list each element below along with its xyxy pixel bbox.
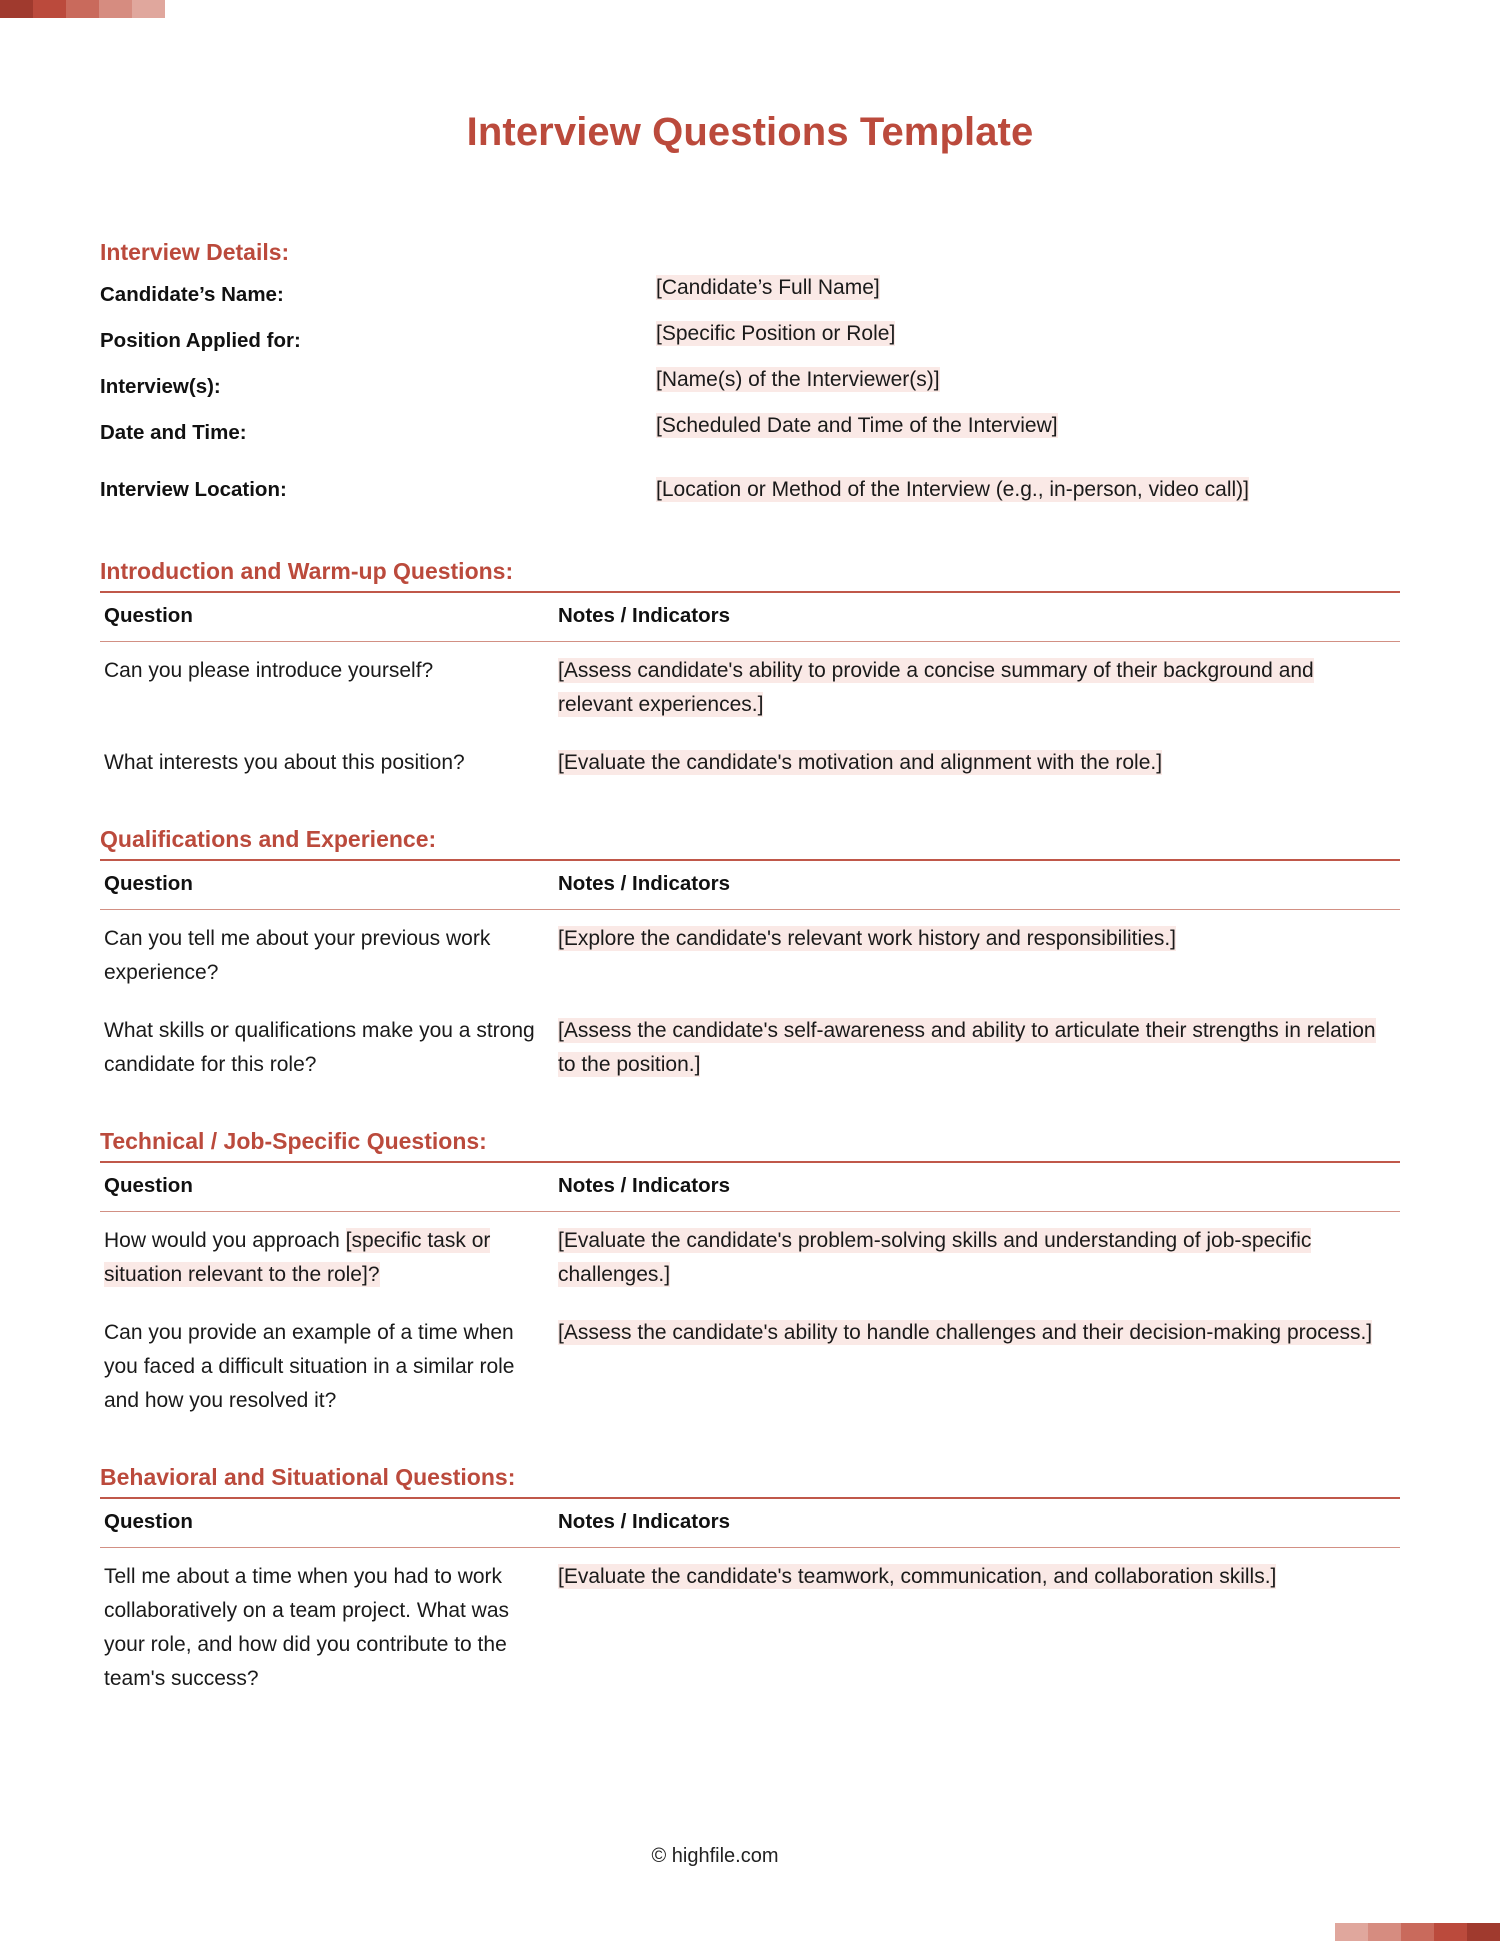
column-header-notes: Notes / Indicators <box>554 1162 1400 1212</box>
detail-label: Interview Location: <box>100 478 287 502</box>
table-row <box>100 1212 1400 1305</box>
bar-segment <box>1434 1923 1467 1941</box>
detail-label: Candidate’s Name: <box>100 283 284 306</box>
placeholder-text: [Location or Method of the Interview (e.g., in-person, video call)] <box>656 478 1249 502</box>
table-row <box>100 910 1400 1003</box>
question-text: Can you please introduce yourself? <box>104 659 434 682</box>
question-table <box>100 1497 1400 1708</box>
question-section <box>100 558 1400 792</box>
section-heading-interview-details: Interview Details: <box>100 239 290 265</box>
column-header-question: Question <box>100 860 554 910</box>
footer-copyright: © highfile.com <box>651 1845 779 1867</box>
placeholder-text: [Specific Position or Role] <box>656 322 896 345</box>
page-title: Interview Questions Template <box>466 110 1034 154</box>
placeholder-text: [Candidate’s Full Name] <box>656 276 880 299</box>
notes-placeholder-text: [Explore the candidate's relevant work history and responsibilities.] <box>558 927 1176 951</box>
column-header-question: Question <box>100 1498 554 1548</box>
question-cell <box>100 642 554 735</box>
detail-row <box>100 272 1400 318</box>
notes-cell[interactable] <box>554 1304 1400 1430</box>
detail-row <box>100 410 1400 456</box>
detail-label: Position Applied for: <box>100 329 301 352</box>
bar-segment <box>1335 1923 1368 1941</box>
notes-placeholder-text: [Evaluate the candidate's problem-solving skills and understanding of job-specific challenges.] <box>558 1229 1312 1287</box>
notes-cell[interactable] <box>554 642 1400 735</box>
question-cell <box>100 734 554 792</box>
question-section <box>100 826 1400 1094</box>
placeholder-text: [Name(s) of the Interviewer(s)] <box>656 368 940 391</box>
question-table <box>100 591 1400 792</box>
interview-details-section <box>100 239 1400 524</box>
placeholder-text: [Scheduled Date and Time of the Interview] <box>656 414 1058 437</box>
bar-segment <box>1401 1923 1434 1941</box>
section-heading: Technical / Job-Specific Questions: <box>100 1128 487 1155</box>
notes-placeholder-text: [Evaluate the candidate's motivation and alignment with the role.] <box>558 751 1163 775</box>
question-placeholder-text: [specific task or situation relevant to the role]? <box>104 1229 491 1287</box>
table-header-row <box>100 1162 1400 1212</box>
table-row <box>100 1304 1400 1430</box>
column-header-question: Question <box>100 1162 554 1212</box>
notes-cell[interactable] <box>554 1002 1400 1094</box>
bar-segment <box>1368 1923 1401 1941</box>
question-cell <box>100 1002 554 1094</box>
question-cell <box>100 1212 554 1305</box>
question-sections <box>100 558 1400 1708</box>
detail-row <box>100 318 1400 364</box>
question-table <box>100 1161 1400 1430</box>
detail-label: Interview(s): <box>100 375 221 398</box>
notes-placeholder-text: [Assess candidate's ability to provide a concise summary of their background and relevant experiences.] <box>558 659 1314 717</box>
question-table <box>100 859 1400 1094</box>
question-cell <box>100 1548 554 1709</box>
detail-value[interactable] <box>656 364 1400 396</box>
detail-value[interactable] <box>656 272 1400 304</box>
notes-cell[interactable] <box>554 734 1400 792</box>
column-header-notes: Notes / Indicators <box>554 592 1400 642</box>
interview-details-rows <box>100 272 1400 524</box>
column-header-question: Question <box>100 592 554 642</box>
question-text: Can you tell me about your previous work experience? <box>104 927 491 985</box>
notes-cell[interactable] <box>554 1548 1400 1709</box>
question-text: Can you provide an example of a time when you faced a difficult situation in a similar role and how you resolved it? <box>104 1321 515 1413</box>
detail-row <box>100 364 1400 410</box>
section-heading: Behavioral and Situational Questions: <box>100 1464 516 1491</box>
question-text: How would you approach <box>104 1229 346 1253</box>
question-text: What skills or qualifications make you a strong candidate for this role? <box>104 1019 535 1077</box>
question-section <box>100 1128 1400 1430</box>
decorative-bar-bottom-right <box>1335 1923 1500 1941</box>
question-text: What interests you about this position? <box>104 751 465 775</box>
question-cell <box>100 1304 554 1430</box>
detail-value[interactable] <box>656 474 1400 506</box>
table-row <box>100 734 1400 792</box>
table-header-row <box>100 592 1400 642</box>
section-heading: Qualifications and Experience: <box>100 826 437 853</box>
notes-placeholder-text: [Evaluate the candidate's teamwork, communication, and collaboration skills.] <box>558 1565 1277 1589</box>
notes-cell[interactable] <box>554 1212 1400 1305</box>
table-row <box>100 1548 1400 1709</box>
column-header-notes: Notes / Indicators <box>554 1498 1400 1548</box>
question-section <box>100 1464 1400 1708</box>
notes-cell[interactable] <box>554 910 1400 1003</box>
table-header-row <box>100 860 1400 910</box>
table-row <box>100 1002 1400 1094</box>
section-heading: Introduction and Warm-up Questions: <box>100 558 514 584</box>
detail-value[interactable] <box>656 318 1400 350</box>
detail-row <box>100 456 1400 524</box>
question-cell <box>100 910 554 1003</box>
question-text: Tell me about a time when you had to work collaboratively on a team project. What was your role, and how did you contribute to the team's success? <box>104 1565 510 1691</box>
bar-segment <box>1467 1923 1500 1941</box>
column-header-notes: Notes / Indicators <box>554 860 1400 910</box>
table-header-row <box>100 1498 1400 1548</box>
notes-placeholder-text: [Assess the candidate's ability to handle challenges and their decision-making process.] <box>558 1321 1373 1345</box>
notes-placeholder-text: [Assess the candidate's self-awareness and ability to articulate their strengths in relation to the position.] <box>558 1019 1376 1077</box>
detail-label: Date and Time: <box>100 421 247 444</box>
detail-value[interactable] <box>656 410 1400 442</box>
table-row <box>100 642 1400 735</box>
